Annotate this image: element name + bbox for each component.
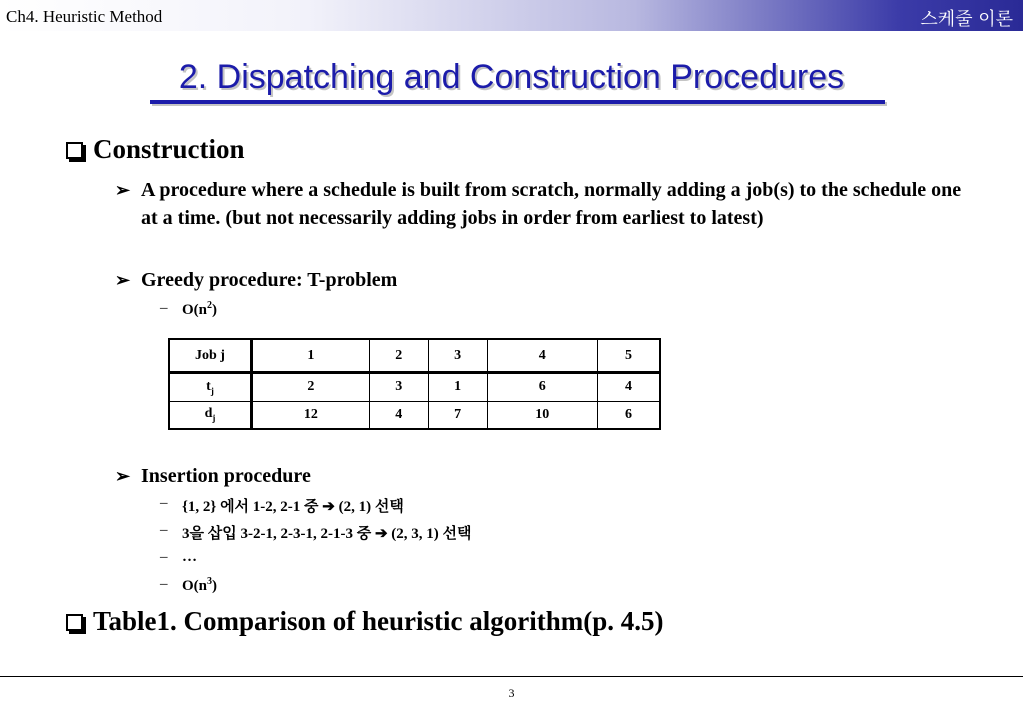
insertion-step-1: – {1, 2} 에서 1-2, 2-1 중 ➔ (2, 1) 선택 [160,495,404,515]
greedy-complexity-text: O(n [182,302,208,318]
t-cell: 6 [487,373,597,402]
t-cell: 4 [597,373,660,402]
insertion-step-3: – … [160,549,197,565]
definition-bullet [115,176,971,232]
slide-title: 2. Dispatching and Construction Procedures [178,58,845,96]
table-ref-heading-text: Table1. Comparison of heuristic algorithm(p. 4.5) [93,606,664,636]
page-number: 3 [508,686,515,700]
job-cell: 4 [487,339,597,373]
chapter-label: Ch4. Heuristic Method [6,7,163,26]
right-arrow-icon: ➔ [322,499,335,515]
table-header-cell: Job j [169,339,252,373]
t-cell: 1 [428,373,487,402]
insertion-step-2: – 3을 삽입 3-2-1, 2-3-1, 2-1-3 중 ➔ (2, 3, 1) 선택 [160,522,472,542]
square-bullet-icon [66,614,83,631]
d-cell: 4 [369,401,428,429]
greedy-text: Greedy procedure: T-problem [141,269,398,291]
footer-divider [0,676,1023,677]
job-cell: 5 [597,339,660,373]
table-row [169,339,660,373]
arrow-bullet-icon: ➢ [115,180,131,200]
t-label-cell: $t_j$ [169,373,252,402]
d-cell: 10 [487,401,597,429]
insertion-heading: Insertion procedure [141,465,311,487]
job-cell: 2 [369,339,428,373]
t-cell: 3 [369,373,428,402]
header-bar [0,0,1023,31]
job-cell: 3 [428,339,487,373]
definition-text: A procedure where a schedule is built from scratch, normally adding a job(s) to the schedule one at a time. (but not necessarily adding jobs in order from earliest to latest) [141,179,962,229]
table-row [169,401,660,429]
d-cell: 6 [597,401,660,429]
job-cell: 1 [252,339,370,373]
greedy-complexity: – $O(n^2)$ [160,300,218,318]
topic-label: 스케줄 이론 [920,9,1013,30]
construction-heading [66,134,245,165]
greedy-bullet [115,266,398,294]
table-ref-heading [66,606,664,637]
d-cell: 12 [252,401,370,429]
title-underline [150,100,885,104]
insertion-bullet [115,462,311,490]
greedy-complexity-exp: 2 [207,300,213,311]
right-arrow-icon: ➔ [374,526,388,542]
d-cell: 7 [428,401,487,429]
construction-heading-text: Construction [93,134,245,164]
square-bullet-icon [66,142,83,159]
t-cell: 2 [252,373,370,402]
table-row [169,373,660,402]
d-label-cell: $d_j$ [169,401,252,429]
job-table [168,338,661,430]
arrow-bullet-icon: ➢ [115,466,131,486]
insertion-complexity: – $O(n^3)$ [160,576,218,594]
arrow-bullet-icon: ➢ [115,270,131,290]
